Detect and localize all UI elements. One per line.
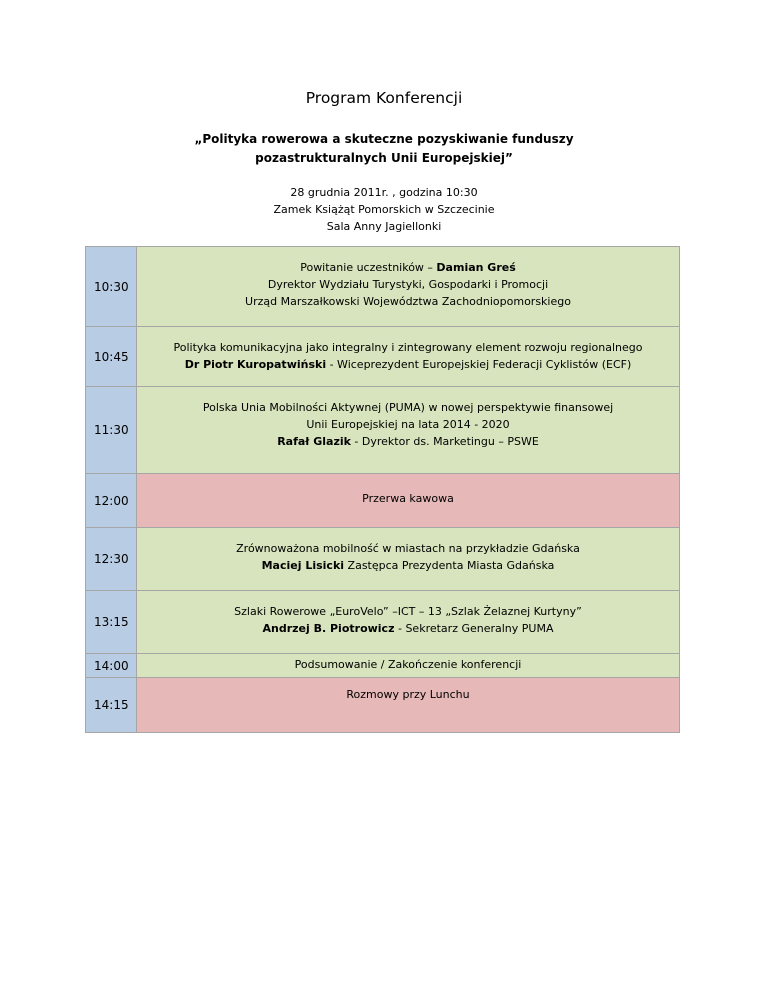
event-date: 28 grudnia 2011r. , godzina 10:30 (290, 186, 478, 199)
agenda-text: Dyrektor Wydziału Turystyki, Gospodarki i Promocji (267, 278, 549, 291)
agenda-description (137, 528, 680, 591)
event-room: Sala Anny Jagiellonki (326, 220, 442, 233)
agenda-row (86, 678, 680, 733)
agenda-row (86, 474, 680, 528)
agenda-description (137, 654, 680, 678)
speaker-name: Rafał Glazik (277, 435, 351, 448)
agenda-time: 12:30 (86, 528, 137, 591)
agenda-text: Unii Europejskiej na lata 2014 - 2020 (306, 418, 510, 431)
agenda-text: Przerwa kawowa (362, 492, 454, 505)
agenda-text: Rozmowy przy Lunchu (346, 688, 470, 701)
agenda-text: Podsumowanie / Zakończenie konferencji (294, 658, 522, 671)
agenda-time: 12:00 (86, 474, 137, 528)
agenda-text: Zastępca Prezydenta Miasta Gdańska (344, 559, 555, 572)
agenda-time: 10:45 (86, 327, 137, 387)
agenda-text: - Sekretarz Generalny PUMA (394, 622, 554, 635)
agenda-time: 13:15 (86, 591, 137, 654)
agenda-time: 14:15 (86, 678, 137, 733)
conference-subtitle (0, 130, 768, 168)
subtitle-line: „Polityka rowerowa a skuteczne pozyskiwanie funduszy (194, 132, 574, 146)
agenda-table (85, 246, 680, 733)
agenda-row (86, 528, 680, 591)
agenda-text: Zrównoważona mobilność w miastach na przykładzie Gdańska (236, 542, 580, 555)
agenda-row (86, 654, 680, 678)
agenda-time: 10:30 (86, 247, 137, 327)
agenda-time: 14:00 (86, 654, 137, 678)
agenda-description (137, 591, 680, 654)
agenda-text: Urząd Marszałkowski Województwa Zachodniopomorskiego (245, 295, 571, 308)
speaker-name: Maciej Lisicki (261, 559, 345, 572)
agenda-text: - Dyrektor ds. Marketingu – PSWE (350, 435, 539, 448)
agenda-description (137, 387, 680, 474)
agenda-row (86, 327, 680, 387)
agenda-text: Polityka komunikacyjna jako integralny i zintegrowany element rozwoju regionalnego (173, 341, 643, 354)
agenda-text: Powitanie uczestników – (300, 261, 437, 274)
agenda-description (137, 247, 680, 327)
speaker-name: Andrzej B. Piotrowicz (262, 622, 395, 635)
agenda-time: 11:30 (86, 387, 137, 474)
agenda-description (137, 474, 680, 528)
subtitle-line: pozastrukturalnych Unii Europejskiej” (255, 151, 513, 165)
agenda-description (137, 327, 680, 387)
event-info (0, 184, 768, 235)
speaker-name: Dr Piotr Kuropatwiński (184, 358, 327, 371)
agenda-row (86, 387, 680, 474)
speaker-name: Damian Greś (436, 261, 516, 274)
agenda-text: - Wiceprezydent Europejskiej Federacji Cyklistów (ECF) (326, 358, 632, 371)
agenda-text: Polska Unia Mobilności Aktywnej (PUMA) w nowej perspektywie finansowej (202, 401, 614, 414)
agenda-row (86, 247, 680, 327)
agenda-row (86, 591, 680, 654)
agenda-description (137, 678, 680, 733)
agenda-text: Szlaki Rowerowe „EuroVelo” –ICT – 13 „Szlak Żelaznej Kurtyny” (234, 605, 582, 618)
event-place: Zamek Książąt Pomorskich w Szczecinie (273, 203, 495, 216)
page-title: Program Konferencji (305, 89, 463, 107)
